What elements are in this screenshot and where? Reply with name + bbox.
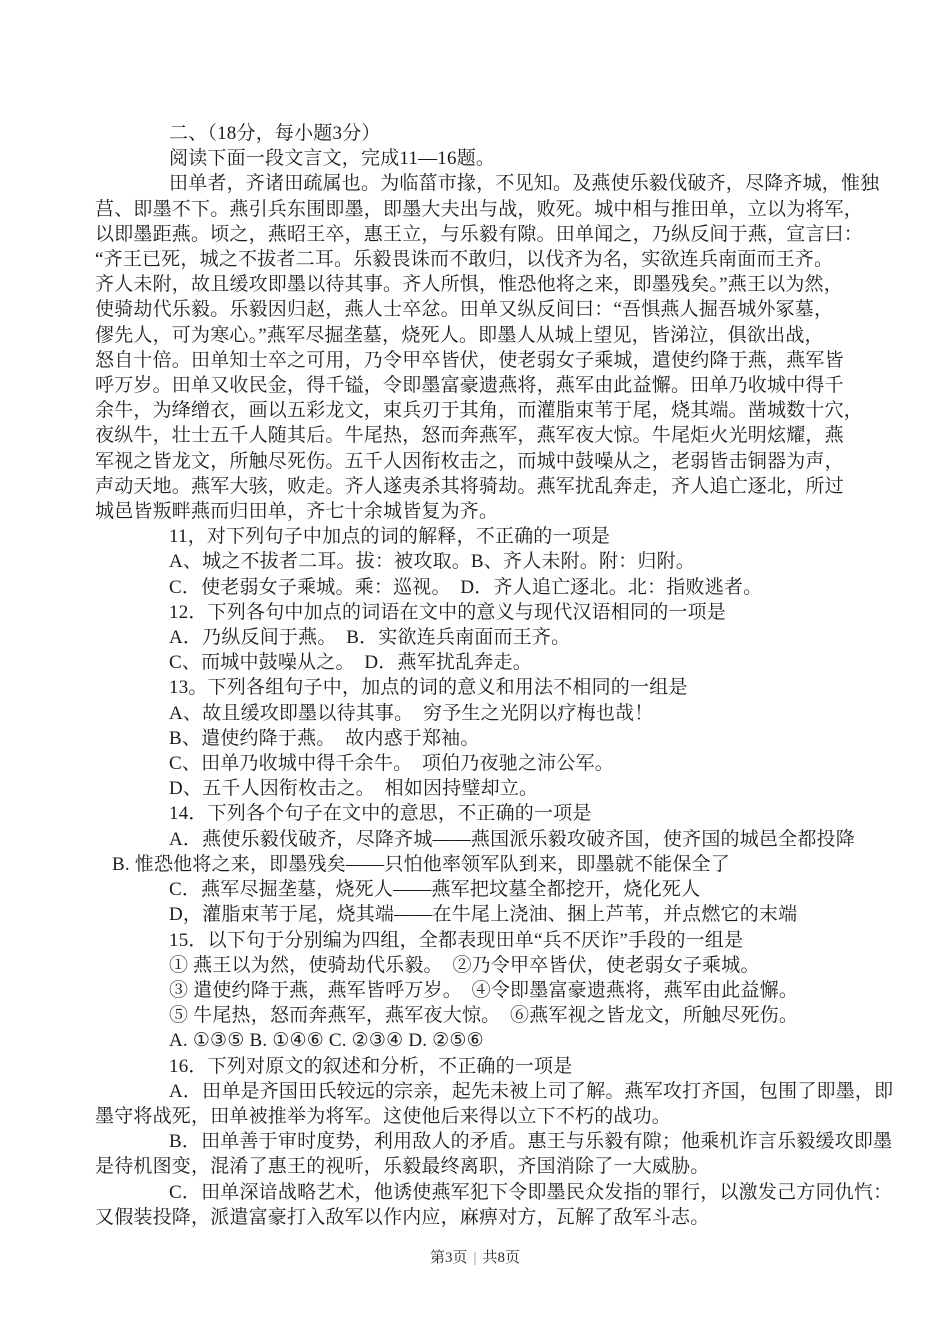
text-line: 军视之皆龙文，所触尽死伤。五千人因衔枚击之，而城中鼓噪从之，老弱皆击铜器为声， xyxy=(95,450,844,472)
text-line: 声动天地。燕军大骇，败走。齐人遂夷杀其将骑劫。燕军扰乱奔走，齐人追亡逐北，所过 xyxy=(95,475,844,497)
text-line: A. ①③⑤ B. ①④⑥ C. ②③④ D. ②⑤⑥ xyxy=(169,1030,484,1052)
text-line: ① 燕王以为然，使骑劫代乐毅。 ②乃令甲卒皆伏，使老弱女子乘城。 xyxy=(169,954,760,976)
text-line: 11，对下列句子中加点的词的解释，不正确的一项是 xyxy=(169,526,611,548)
text-line: 12．下列各句中加点的词语在文中的意义与现代汉语相同的一项是 xyxy=(169,601,727,623)
text-line: 阅读下面一段文言文，完成11—16题。 xyxy=(169,148,496,170)
question-15 xyxy=(95,928,865,1054)
text-line: 以即墨距燕。顷之，燕昭王卒，惠王立，与乐毅有隙。田单闻之，乃纵反间于燕，宣言曰： xyxy=(95,223,864,245)
text-line: ⑤ 牛尾热，怒而奔燕军，燕军夜大惊。 ⑥燕军视之皆龙文，所触尽死伤。 xyxy=(169,1005,799,1027)
page-footer xyxy=(0,1246,950,1267)
passage xyxy=(95,171,880,524)
text-line: 田单者，齐诸田疏属也。为临菑市掾，不见知。及燕使乐毅伐破齐，尽降齐城，惟独 xyxy=(169,173,880,195)
text-line: 怒自十倍。田单知士卒之可用，乃令甲卒皆伏，使老弱女子乘城，遣使约降于燕，燕军皆 xyxy=(95,349,844,371)
question-16 xyxy=(95,1054,894,1230)
text-line: 13。下列各组句子中，加点的词的意义和用法不相同的一组是 xyxy=(169,677,688,699)
text-line: ③ 遣使约降于燕，燕军皆呼万岁。 ④令即墨富豪遗燕将，燕军由此益懈。 xyxy=(169,979,799,1001)
text-line: 呼万岁。田单又收民金，得千镒，令即墨富豪遗燕将，燕军由此益懈。田单乃收城中得千 xyxy=(95,375,844,397)
text-block xyxy=(95,121,894,1230)
text-line: A．田单是齐国田氏较远的宗亲，起先未被上司了解。燕军攻打齐国，包围了即墨，即 xyxy=(169,1080,894,1102)
text-line: A、故且缓攻即墨以待其事。 穷予生之光阴以疗梅也哉！ xyxy=(169,702,654,724)
question-11 xyxy=(95,524,865,600)
text-line: 城邑皆叛畔燕而归田单，齐七十余城皆复为齐。 xyxy=(95,501,499,523)
footer-page-total: 共8页 xyxy=(482,1250,521,1266)
text-line: 16．下列对原文的叙述和分析，不正确的一项是 xyxy=(169,1055,573,1077)
text-line: 二、（18分，每小题3分） xyxy=(169,123,381,144)
text-line: D，灌脂束苇于尾，烧其端——在牛尾上浇油、捆上芦苇，并点燃它的末端 xyxy=(169,904,798,926)
text-line: 余牛，为绛缯衣，画以五彩龙文，束兵刃于其角，而灌脂束苇于尾，烧其端。凿城数十穴， xyxy=(95,400,864,422)
footer-divider: | xyxy=(473,1250,477,1266)
text-line: 墨守将战死，田单被推举为将军。这使他后来得以立下不朽的战功。 xyxy=(95,1105,672,1127)
footer-page-number: 第3页 xyxy=(429,1250,468,1266)
section-heading xyxy=(95,121,865,146)
text-line: A．乃纵反间于燕。 B．实欲连兵南面而王齐。 xyxy=(169,627,571,649)
instruction xyxy=(95,146,865,171)
text-line: 莒、即墨不下。燕引兵东围即墨，即墨大夫出与战，败死。城中相与推田单，立以为将军， xyxy=(95,198,864,220)
text-line: 是待机图变，混淆了惠王的视听，乐毅最终离职，齐国消除了一大威胁。 xyxy=(95,1156,710,1178)
text-line: A．燕使乐毅伐破齐，尽降齐城——燕国派乐毅攻破齐国，使齐国的城邑全都投降 xyxy=(169,828,855,850)
text-line: C．燕军尽掘垄墓，烧死人——燕军把坟墓全都挖开，烧化死人 xyxy=(169,879,701,901)
text-line: 夜纵牛，壮士五千人随其后。牛尾热，怒而奔燕军，燕军夜大惊。牛尾炬火光明炫耀，燕 xyxy=(95,425,844,447)
question-12 xyxy=(95,600,865,676)
text-line: C、而城中鼓噪从之。 D．燕军扰乱奔走。 xyxy=(169,652,532,674)
text-line: B．田单善于审时度势，利用敌人的矛盾。惠王与乐毅有隙；他乘机诈言乐毅缓攻即墨 xyxy=(169,1131,893,1153)
text-line: “齐王已死，城之不拔者二耳。乐毅畏诛而不敢归，以伐齐为名，实欲连兵南面而王齐。 xyxy=(95,249,834,271)
text-line: A、城之不拔者二耳。拔：被攻取。B、齐人未附。附：归附。 xyxy=(169,551,695,573)
text-line: C．田单深谙战略艺术，他诱使燕军犯下令即墨民众发指的罪行，以激发己方同仇忾： xyxy=(169,1181,893,1203)
text-line: 又假装投降，派遣富豪打入敌军以作内应，麻痹对方，瓦解了敌军斗志。 xyxy=(95,1206,710,1228)
text-line: C、田单乃收城中得千余牛。 项伯乃夜驰之沛公军。 xyxy=(169,753,614,775)
text-line: B. 惟恐他将之来，即墨残矣——只怕他率领军队到来，即墨就不能保全了 xyxy=(112,853,730,875)
text-line: 齐人未附，故且缓攻即墨以待其事。齐人所惧，惟恐他将之来，即墨残矣。”燕王以为然， xyxy=(95,274,843,296)
text-line: C．使老弱女子乘城。乘：巡视。 D．齐人追亡逐北。北：指败逃者。 xyxy=(169,576,763,598)
text-line: B、遣使约降于燕。 故内惑于郑袖。 xyxy=(169,727,480,749)
text-line: 14．下列各个句子在文中的意思，不正确的一项是 xyxy=(169,803,592,825)
question-13 xyxy=(95,675,865,801)
text-line: 15．以下句于分别编为四组，全都表现田单“兵不厌诈”手段的一组是 xyxy=(169,929,744,951)
text-line: 使骑劫代乐毅。乐毅因归赵，燕人士卒忿。田单又纵反间曰：“吾惧燕人掘吾城外冢墓， xyxy=(95,299,834,321)
text-line: 僇先人，可为寒心。”燕军尽掘垄墓，烧死人。即墨人从城上望见，皆涕泣，俱欲出战， xyxy=(95,324,824,346)
question-14 xyxy=(95,801,865,927)
text-line: D、五千人因衔枚击之。 相如因持璧却立。 xyxy=(169,778,539,800)
